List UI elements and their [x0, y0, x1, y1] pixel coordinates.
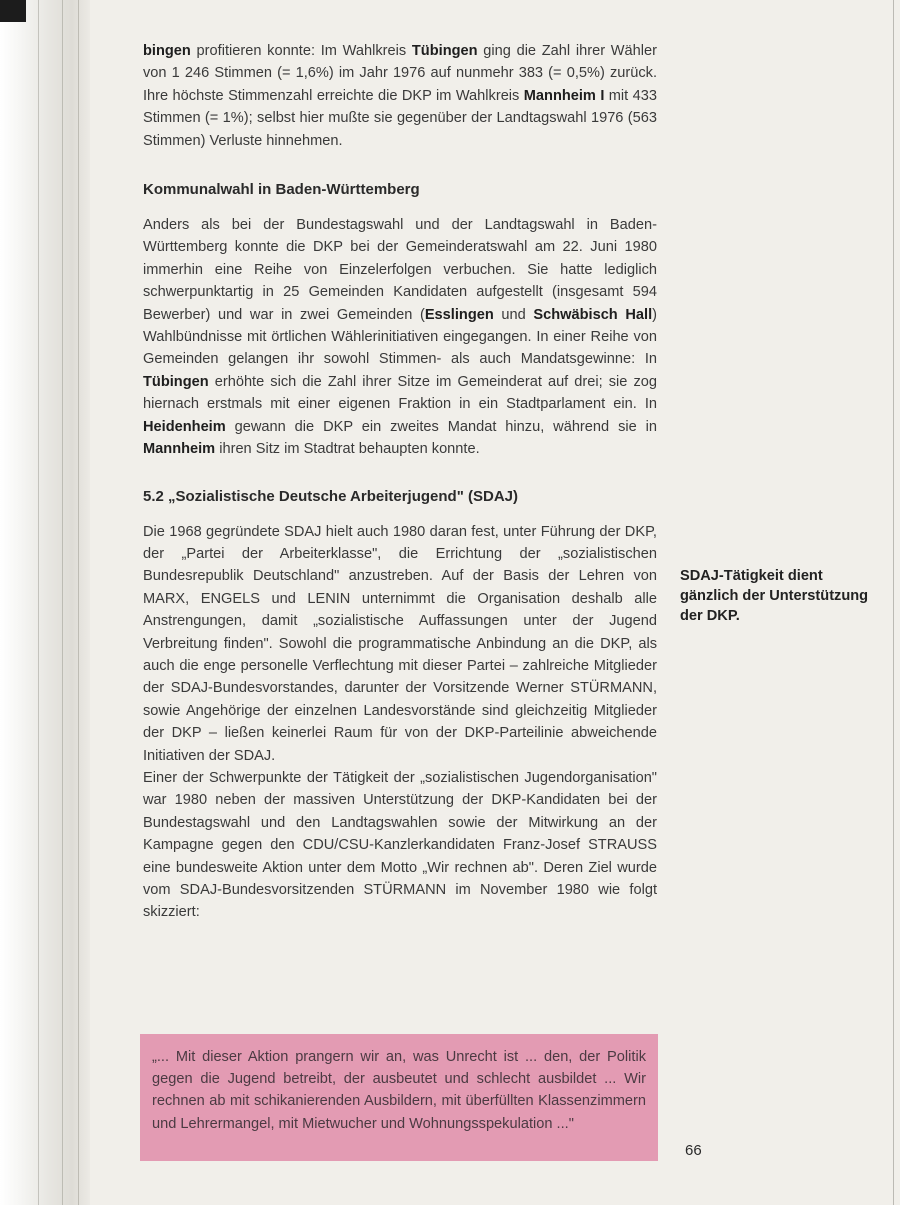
- spine-line: [78, 0, 79, 1205]
- bold-place-name: bingen: [143, 43, 191, 59]
- paragraph-2: Anders als bei der Bundestagswahl und der Landtagswahl in Baden-Württemberg konnte die DKP bei der Gemeinderatswahl am 22. Juni 1980 immerhin eine Reihe von Einzelerfolgen verbuchen. Sie hatte lediglich schwerpunktartig in 25 Gemeinden Kandidaten aufgestellt (insgesamt 594 Bewerber) und war in zwei Gemeinden (Esslingen und Schwäbisch Hall) Wahlbündnisse mit örtlichen Wählerinitiativen eingegangen. In einer Reihe von Gemeinden gelangen ihr sowohl Stimmen- als auch Mandatsgewinne: In Tübingen erhöhte sich die Zahl ihrer Sitze im Gemeinderat auf drei; sie zog hiernach erstmals mit einer eigenen Fraktion in ein Stadtparlament ein. In Heidenheim gewann die DKP ein zweites Mandat hinzu, während sie in Mannheim ihren Sitz im Stadtrat behaupten konnte.: [143, 217, 657, 458]
- paragraph-3: Die 1968 gegründete SDAJ hielt auch 1980 daran fest, unter Führung der DKP, der „Partei der Arbeiterklasse", die Errichtung der „sozialistischen Bundesrepublik Deutschland" anzustreben. Auf der Basis der Lehren von MARX, ENGELS und LENIN unternimmt die Organisation deshalb alle Anstrengungen, damit „sozialistische Auffassungen unter der Jugend Verbreitung finden". Sowohl die programmatische Anbindung an die DKP, als auch die enge personelle Verflechtung mit dieser Partei – zahlreiche Mitglieder der SDAJ-Bundesvorstandes, darunter der Vorsitzende Werner STÜRMANN, sowie Angehörige der einzelnen Landesvorstände sind gleichzeitig Mitglieder der DKP – ließen keinerlei Raum für von der DKP-Parteilinie abweichende Initiativen der SDAJ.: [143, 523, 657, 764]
- paragraph-1: bingen profitieren konnte: Im Wahlkreis Tübingen ging die Zahl ihrer Wähler von 1 246 Stimmen (= 1,6%) im Jahr 1976 auf nunmehr 383 (= 0,5%) zurück. Ihre höchste Stimmenzahl erreichte die DKP im Wahlkreis Mannheim I mit 433 Stimmen (= 1%); selbst hier mußte sie gegenüber der Landtagswahl 1976 (563 Stimmen) Verluste hinnehmen.: [143, 43, 657, 149]
- paragraph-4: Einer der Schwerpunkte der Tätigkeit der „sozialistischen Jugendorganisation" war 1980 neben der massiven Unterstützung der DKP-Kandidaten bei der Bundestagswahl und den Landtagswahlen sowie der Mitwirkung an der Kampagne gegen den CDU/CSU-Kanzlerkandidaten Franz-Josef STRAUSS eine bundesweite Aktion unter dem Motto „Wir rechnen ab". Deren Ziel wurde vom SDAJ-Bundesvorsitzenden STÜRMANN im November 1980 wie folgt skizziert:: [143, 769, 657, 921]
- bold-place-name: Heidenheim: [143, 418, 226, 435]
- page-edge: [893, 0, 894, 1205]
- main-text-column: [143, 40, 657, 924]
- bold-place-name: Tübingen: [143, 373, 209, 390]
- margin-note: SDAJ-Tätigkeit dient gänzlich der Unterstützung der DKP.: [680, 568, 869, 624]
- scan-corner-mark: [0, 0, 26, 22]
- spine-line: [62, 0, 63, 1205]
- heading-kommunalwahl: Kommunalwahl in Baden-Württemberg: [143, 181, 420, 199]
- bold-place-name: Tübingen: [411, 43, 478, 59]
- bold-place-name: Esslingen: [424, 306, 494, 323]
- book-spine-shadow: [0, 0, 90, 1205]
- spine-line: [38, 0, 39, 1205]
- page-number: 66: [685, 1142, 702, 1159]
- bold-place-name: Schwäbisch Hall: [533, 306, 653, 323]
- quote-box: „... Mit dieser Aktion prangern wir an, was Unrecht ist ... den, der Politik gegen die Jugend betreibt, der ausbeutet und schlecht ausbildet ... Wir rechnen ab mit schikanierenden Ausbildern, mit überfüllten Klassenzimmern und Lehrermangel, mit Mietwucher und Wohnungsspekulation ...": [140, 1034, 658, 1161]
- bold-place-name: Mannheim: [143, 441, 216, 458]
- bold-place-name: Mannheim I: [523, 87, 605, 104]
- heading-sdaj: 5.2 „Sozialistische Deutsche Arbeiterjugend" (SDAJ): [143, 487, 518, 505]
